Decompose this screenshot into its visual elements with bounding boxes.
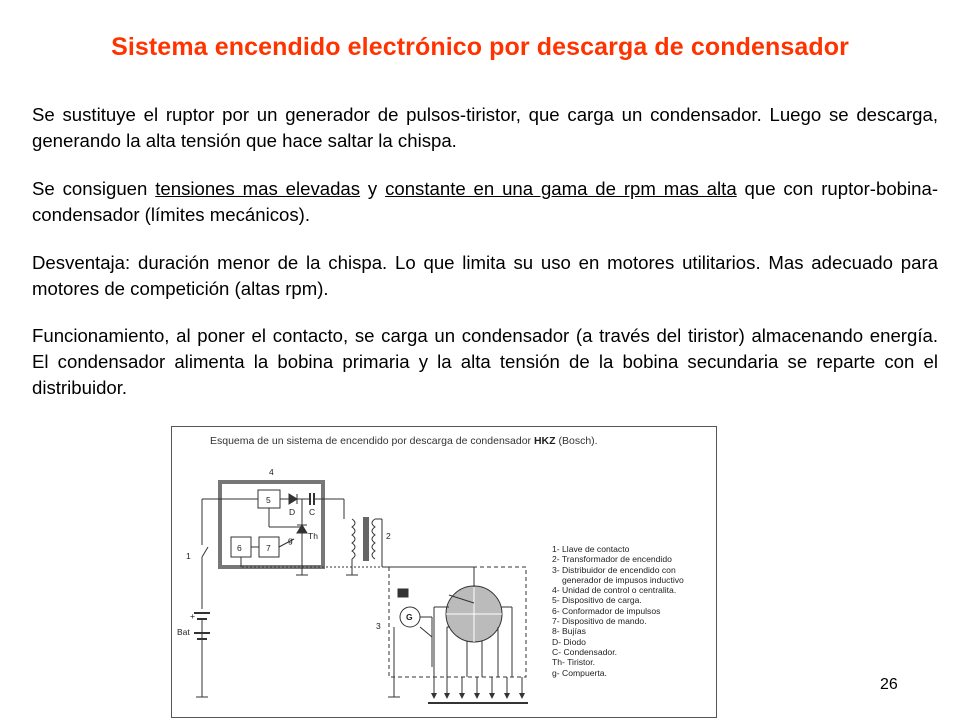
p2-text-a: Se consiguen — [32, 178, 156, 199]
legend-item: 6- Conformador de impulsos — [552, 605, 661, 616]
label-capacitor: C — [309, 507, 316, 517]
label-gate: g — [288, 535, 293, 545]
legend-item: generador de impusos inductivo — [562, 574, 684, 585]
thyristor-symbol — [297, 525, 307, 533]
legend-item: C- Condensador. — [552, 646, 617, 657]
figure-title-suffix: (Bosch). — [555, 435, 598, 447]
legend-item: 5- Dispositivo de carga. — [552, 595, 642, 606]
label-key-1: 1 — [186, 551, 191, 561]
circuit-diagram-figure — [171, 426, 717, 718]
legend-item: Th- Tiristor. — [552, 657, 595, 668]
paragraph-intro: Se sustituye el ruptor por un generador de pulsos-tiristor, que carga un condensador. Luego se descarga, generando la alta tensión que hace saltar la chispa. — [32, 104, 938, 151]
label-battery-plus: + — [190, 611, 195, 621]
label-coil-2: 2 — [386, 531, 391, 541]
label-block-5: 5 — [266, 495, 271, 505]
p2-underlined-higher-voltage: tensiones mas elevadas — [155, 178, 361, 199]
label-unit-4: 4 — [269, 467, 274, 477]
figure-title-model: HKZ — [533, 435, 556, 447]
label-distributor-3: 3 — [376, 621, 381, 631]
paragraph-disadvantage: Desventaja: duración menor de la chispa. Lo que limita su uso en motores utilitarios. Mas adecuado para motores de competición (altas rpm). — [32, 252, 938, 299]
legend-item: 3- Distribuidor de encendido con — [552, 564, 676, 575]
p2-text-c: y — [360, 178, 386, 199]
label-diode: D — [289, 507, 296, 517]
label-generator: G — [406, 612, 413, 622]
control-unit-frame — [220, 482, 323, 567]
paragraph-advantages — [32, 176, 938, 228]
label-thyristor: Th — [308, 531, 318, 541]
figure-title-prefix: Esquema de un sistema de encendido por descarga de condensador — [210, 435, 534, 447]
label-block-6: 6 — [237, 543, 242, 553]
legend-item: 1- Llave de contacto — [552, 544, 630, 554]
legend-item: 7- Dispositivo de mando. — [552, 616, 647, 627]
legend-item: 8- Bujías — [552, 626, 586, 637]
slide-title: Sistema encendido electrónico por descarga de condensador — [111, 33, 849, 61]
label-battery: Bat — [177, 627, 190, 637]
label-block-7: 7 — [266, 543, 271, 553]
p2-underlined-constant-rpm: constante en una gama de rpm mas alta — [385, 178, 737, 199]
paragraph-operation: Funcionamiento, al poner el contacto, se carga un condensador (a través del tiristor) almacenando energía. El condensador alimenta la bobina primaria y la alta tensión de la bobina secundaria se reparte con el distribuidor. — [32, 325, 938, 398]
legend-item: 4- Unidad de control o centralita. — [552, 585, 677, 596]
legend-item: 2- Transformador de encendido — [552, 554, 672, 565]
page-number: 26 — [880, 676, 898, 693]
figure-legend — [552, 544, 684, 678]
coil-secondary — [372, 519, 375, 559]
p2-text-e: que con ruptor-bobina-condensador (límites mecánicos). — [32, 178, 939, 225]
legend-item: D- Diodo — [552, 636, 586, 647]
legend-item: g- Compuerta. — [552, 667, 607, 678]
coil-primary — [352, 519, 355, 559]
